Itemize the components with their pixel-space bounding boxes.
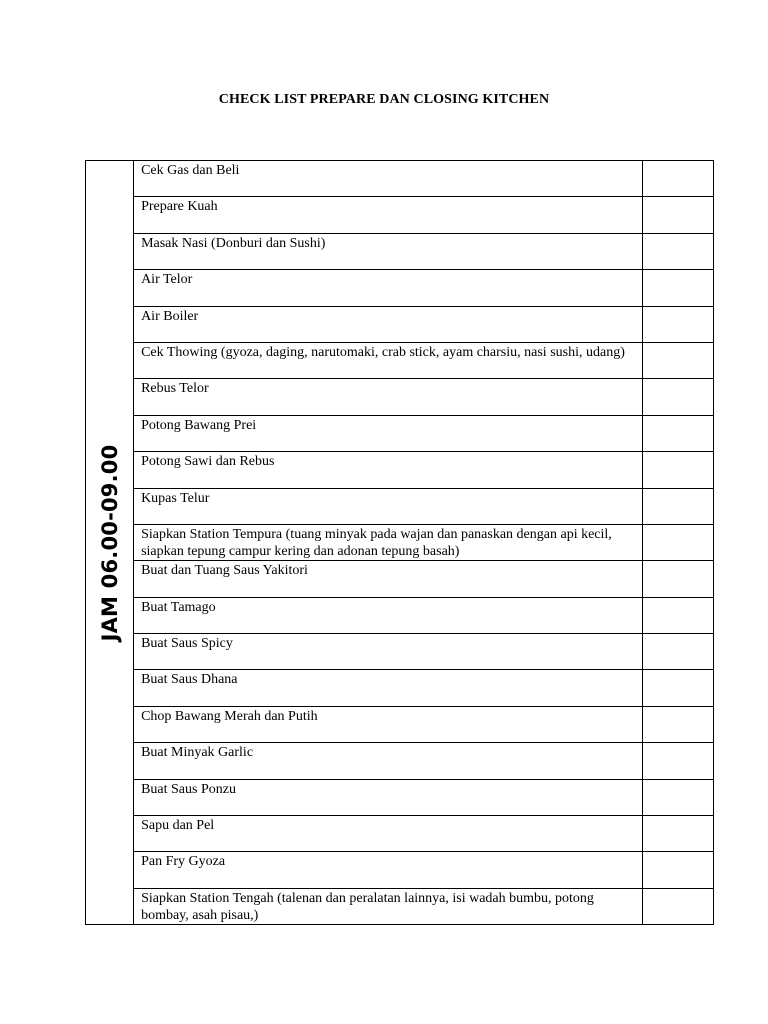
table-row bbox=[86, 634, 714, 670]
task-cell: Buat Saus Ponzu bbox=[134, 779, 643, 815]
task-cell: Air Telor bbox=[134, 270, 643, 306]
table-row bbox=[86, 706, 714, 742]
table-row bbox=[86, 342, 714, 378]
table-row bbox=[86, 270, 714, 306]
table-row bbox=[86, 197, 714, 233]
checkbox-cell[interactable] bbox=[642, 634, 713, 670]
task-cell: Pan Fry Gyoza bbox=[134, 852, 643, 888]
checkbox-cell[interactable] bbox=[642, 524, 713, 560]
checkbox-cell[interactable] bbox=[642, 561, 713, 597]
checkbox-cell[interactable] bbox=[642, 706, 713, 742]
checkbox-cell[interactable] bbox=[642, 233, 713, 269]
table-row bbox=[86, 888, 714, 924]
document-title: CHECK LIST PREPARE DAN CLOSING KITCHEN bbox=[218, 92, 550, 107]
checkbox-cell[interactable] bbox=[642, 488, 713, 524]
checkbox-cell[interactable] bbox=[642, 452, 713, 488]
task-cell: Siapkan Station Tempura (tuang minyak pada wajan dan panaskan dengan api kecil, siapkan tepung campur kering dan adonan tepung basah) bbox=[134, 524, 643, 560]
table-row bbox=[86, 597, 714, 633]
checkbox-cell[interactable] bbox=[642, 816, 713, 852]
time-slot-label: JAM 06.00-09.00 bbox=[97, 444, 122, 642]
table-row bbox=[86, 415, 714, 451]
checkbox-cell[interactable] bbox=[642, 597, 713, 633]
table-row bbox=[86, 306, 714, 342]
checkbox-cell[interactable] bbox=[642, 743, 713, 779]
table-row bbox=[86, 743, 714, 779]
checkbox-cell[interactable] bbox=[642, 306, 713, 342]
task-cell: Sapu dan Pel bbox=[134, 816, 643, 852]
task-cell: Buat Minyak Garlic bbox=[134, 743, 643, 779]
task-cell: Rebus Telor bbox=[134, 379, 643, 415]
table-row bbox=[86, 379, 714, 415]
task-cell: Cek Thowing (gyoza, daging, narutomaki, crab stick, ayam charsiu, nasi sushi, udang) bbox=[134, 342, 643, 378]
table-row bbox=[86, 524, 714, 560]
task-cell: Chop Bawang Merah dan Putih bbox=[134, 706, 643, 742]
checkbox-cell[interactable] bbox=[642, 779, 713, 815]
checklist-body bbox=[86, 161, 714, 925]
task-cell: Potong Sawi dan Rebus bbox=[134, 452, 643, 488]
task-cell: Prepare Kuah bbox=[134, 197, 643, 233]
table-row bbox=[86, 852, 714, 888]
checkbox-cell[interactable] bbox=[642, 270, 713, 306]
checkbox-cell[interactable] bbox=[642, 197, 713, 233]
checkbox-cell[interactable] bbox=[642, 379, 713, 415]
table-row bbox=[86, 161, 714, 197]
task-cell: Siapkan Station Tengah (talenan dan peralatan lainnya, isi wadah bumbu, potong bombay, asah pisau,) bbox=[134, 888, 643, 924]
task-cell: Masak Nasi (Donburi dan Sushi) bbox=[134, 233, 643, 269]
task-cell: Air Boiler bbox=[134, 306, 643, 342]
table-row bbox=[86, 779, 714, 815]
checkbox-cell[interactable] bbox=[642, 852, 713, 888]
checkbox-cell[interactable] bbox=[642, 888, 713, 924]
table-row bbox=[86, 816, 714, 852]
table-row bbox=[86, 670, 714, 706]
table-row bbox=[86, 452, 714, 488]
task-cell: Buat Saus Spicy bbox=[134, 634, 643, 670]
checkbox-cell[interactable] bbox=[642, 415, 713, 451]
task-cell: Cek Gas dan Beli bbox=[134, 161, 643, 197]
task-cell: Kupas Telur bbox=[134, 488, 643, 524]
checkbox-cell[interactable] bbox=[642, 670, 713, 706]
checkbox-cell[interactable] bbox=[642, 161, 713, 197]
task-cell: Buat dan Tuang Saus Yakitori bbox=[134, 561, 643, 597]
task-cell: Buat Tamago bbox=[134, 597, 643, 633]
table-row bbox=[86, 233, 714, 269]
table-row bbox=[86, 488, 714, 524]
checklist-table bbox=[85, 160, 714, 925]
table-row bbox=[86, 561, 714, 597]
checkbox-cell[interactable] bbox=[642, 342, 713, 378]
time-slot-cell bbox=[86, 161, 134, 925]
task-cell: Buat Saus Dhana bbox=[134, 670, 643, 706]
task-cell: Potong Bawang Prei bbox=[134, 415, 643, 451]
